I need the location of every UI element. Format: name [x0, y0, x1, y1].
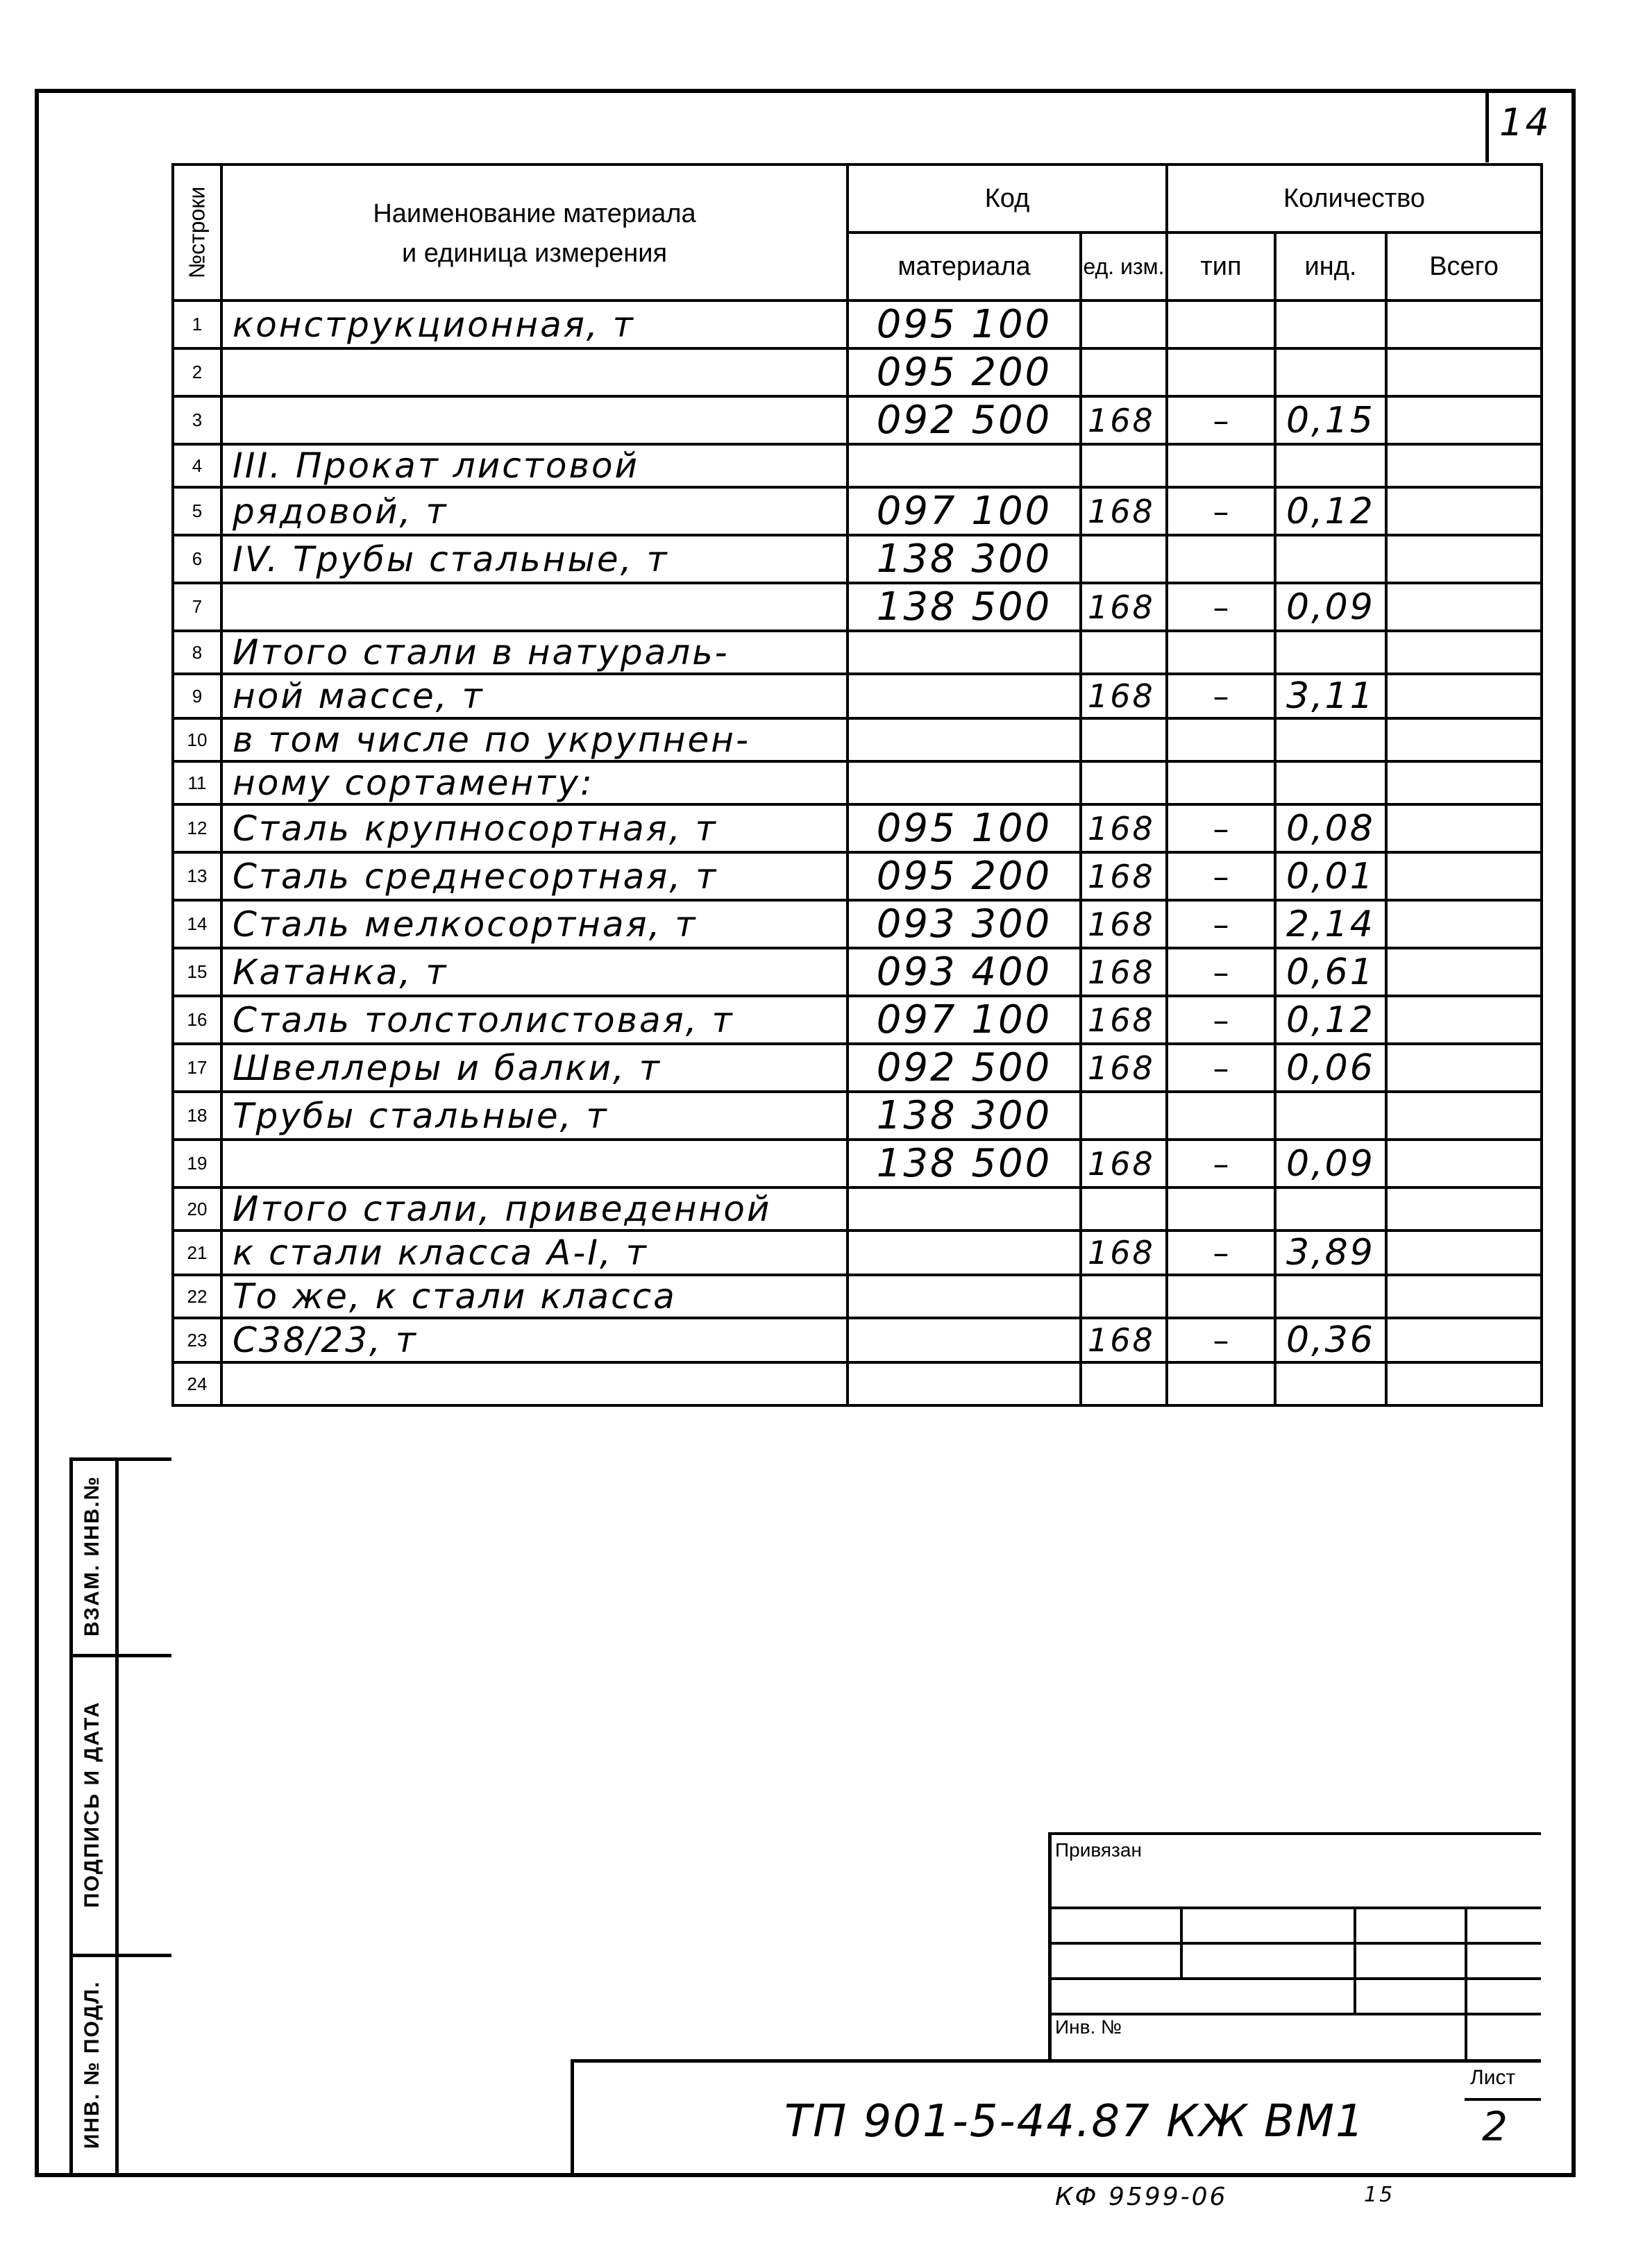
- row-number: 21: [173, 1231, 221, 1275]
- page-number: 14: [1499, 101, 1551, 144]
- row-total: [1386, 804, 1542, 852]
- header-code-group: Код: [848, 164, 1167, 232]
- row-type: [1167, 348, 1275, 396]
- row-name: Катанка, т: [221, 948, 848, 996]
- row-ind: 0,09: [1275, 1140, 1386, 1187]
- row-number: 16: [173, 996, 221, 1044]
- row-type: –: [1167, 804, 1275, 852]
- footer-note: КФ 9599-06: [1055, 2183, 1228, 2211]
- row-name: [221, 348, 848, 396]
- row-number: 13: [173, 852, 221, 900]
- row-total: [1386, 535, 1542, 583]
- table-row: [173, 631, 1542, 674]
- list-label: Лист: [1470, 2066, 1516, 2089]
- row-unit: [1081, 535, 1167, 583]
- row-ind: [1275, 444, 1386, 487]
- row-unit: 168: [1081, 583, 1167, 631]
- row-total: [1386, 852, 1542, 900]
- table-row: [173, 348, 1542, 396]
- stamp-podpis-data: ПОДПИСЬ И ДАТА: [81, 1700, 103, 1909]
- row-name: [221, 1140, 848, 1187]
- row-number: 19: [173, 1140, 221, 1187]
- row-ind: 0,36: [1275, 1318, 1386, 1362]
- tb-col-1: [1180, 1906, 1183, 1980]
- row-unit: [1081, 1187, 1167, 1231]
- list-value: 2: [1482, 2103, 1510, 2150]
- row-number: 2: [173, 348, 221, 396]
- row-ind: [1275, 631, 1386, 674]
- row-code: 138 300: [848, 535, 1081, 583]
- table-row: [173, 852, 1542, 900]
- row-ind: [1275, 761, 1386, 804]
- row-name: С38/23, т: [221, 1318, 848, 1362]
- table-row: [173, 900, 1542, 948]
- row-type: [1167, 1362, 1275, 1405]
- header-row-no: №строки: [173, 164, 221, 301]
- table-row: [173, 996, 1542, 1044]
- row-total: [1386, 583, 1542, 631]
- tb-bottom-left: [571, 2059, 574, 2177]
- row-ind: [1275, 301, 1386, 348]
- row-number: 15: [173, 948, 221, 996]
- header-name: Наименование материала и единица измерения: [221, 164, 848, 301]
- row-code: [848, 1275, 1081, 1318]
- row-total: [1386, 1140, 1542, 1187]
- row-unit: [1081, 631, 1167, 674]
- footer-note-2: 15: [1364, 2183, 1395, 2207]
- row-type: [1167, 444, 1275, 487]
- row-total: [1386, 396, 1542, 444]
- row-total: [1386, 674, 1542, 718]
- row-code: [848, 718, 1081, 761]
- table-row: [173, 1275, 1542, 1318]
- table-row: [173, 396, 1542, 444]
- row-name: ному сортаменту:: [221, 761, 848, 804]
- header-code-unit: ед. изм.: [1081, 232, 1167, 301]
- row-type: [1167, 718, 1275, 761]
- row-ind: 0,15: [1275, 396, 1386, 444]
- row-ind: 0,01: [1275, 852, 1386, 900]
- row-type: –: [1167, 674, 1275, 718]
- row-code: [848, 1362, 1081, 1405]
- table-body: [173, 301, 1542, 1405]
- row-number: 8: [173, 631, 221, 674]
- tb-privyazan-left: [1048, 1832, 1052, 2059]
- row-code: 138 500: [848, 1140, 1081, 1187]
- row-name: ной массе, т: [221, 674, 848, 718]
- row-code: 138 300: [848, 1092, 1081, 1140]
- row-name: [221, 396, 848, 444]
- table-row: [173, 1187, 1542, 1231]
- row-type: –: [1167, 1140, 1275, 1187]
- inv-no-label: Инв. №: [1055, 2016, 1122, 2038]
- header-qty-type: тип: [1167, 232, 1275, 301]
- row-unit: 168: [1081, 996, 1167, 1044]
- row-unit: 168: [1081, 1140, 1167, 1187]
- row-number: 3: [173, 396, 221, 444]
- row-code: 095 200: [848, 348, 1081, 396]
- row-name: То же, к стали класса: [221, 1275, 848, 1318]
- row-total: [1386, 718, 1542, 761]
- row-total: [1386, 1275, 1542, 1318]
- row-unit: [1081, 444, 1167, 487]
- row-total: [1386, 1092, 1542, 1140]
- row-total: [1386, 996, 1542, 1044]
- table-row: [173, 444, 1542, 487]
- stamp-divider: [115, 1457, 119, 2177]
- row-type: [1167, 1275, 1275, 1318]
- row-type: –: [1167, 583, 1275, 631]
- stamp-sep-1: [69, 1654, 171, 1657]
- row-number: 11: [173, 761, 221, 804]
- row-code: 093 300: [848, 900, 1081, 948]
- materials-table: [171, 163, 1543, 1407]
- row-total: [1386, 487, 1542, 535]
- row-name: Итого стали, приведенной: [221, 1187, 848, 1231]
- row-number: 10: [173, 718, 221, 761]
- row-unit: 168: [1081, 804, 1167, 852]
- table-row: [173, 583, 1542, 631]
- row-name: [221, 583, 848, 631]
- row-code: 092 500: [848, 1044, 1081, 1092]
- row-ind: [1275, 1092, 1386, 1140]
- row-type: [1167, 301, 1275, 348]
- row-ind: [1275, 1187, 1386, 1231]
- table-row: [173, 535, 1542, 583]
- row-type: [1167, 1187, 1275, 1231]
- row-number: 14: [173, 900, 221, 948]
- row-code: 092 500: [848, 396, 1081, 444]
- row-unit: [1081, 761, 1167, 804]
- stamp-inv-podl: ИНВ. № ПОДЛ.: [81, 1980, 103, 2149]
- row-total: [1386, 900, 1542, 948]
- row-type: –: [1167, 900, 1275, 948]
- row-code: [848, 674, 1081, 718]
- row-ind: [1275, 1362, 1386, 1405]
- row-ind: [1275, 535, 1386, 583]
- row-name: [221, 1362, 848, 1405]
- row-number: 22: [173, 1275, 221, 1318]
- row-name: конструкционная, т: [221, 301, 848, 348]
- row-unit: [1081, 348, 1167, 396]
- row-total: [1386, 1044, 1542, 1092]
- table-row: [173, 718, 1542, 761]
- table-row: [173, 1140, 1542, 1187]
- row-code: 095 100: [848, 301, 1081, 348]
- row-number: 6: [173, 535, 221, 583]
- row-number: 24: [173, 1362, 221, 1405]
- tb-privyazan-top: [1048, 1832, 1541, 1835]
- row-number: 20: [173, 1187, 221, 1231]
- tb-col-2: [1354, 1906, 1356, 2013]
- table-row: [173, 1231, 1542, 1275]
- row-number: 1: [173, 301, 221, 348]
- row-code: 097 100: [848, 996, 1081, 1044]
- row-ind: 0,12: [1275, 487, 1386, 535]
- row-ind: [1275, 1275, 1386, 1318]
- row-code: [848, 761, 1081, 804]
- row-code: 097 100: [848, 487, 1081, 535]
- row-name: Итого стали в натураль-: [221, 631, 848, 674]
- row-type: –: [1167, 1318, 1275, 1362]
- row-ind: 2,14: [1275, 900, 1386, 948]
- tb-bottom-top: [571, 2059, 1541, 2063]
- row-type: –: [1167, 852, 1275, 900]
- row-type: –: [1167, 1044, 1275, 1092]
- row-total: [1386, 1318, 1542, 1362]
- page-number-box-left: [1485, 89, 1489, 162]
- header-qty-ind: инд.: [1275, 232, 1386, 301]
- stamp-border-left: [69, 1457, 73, 2177]
- row-total: [1386, 348, 1542, 396]
- row-name: IV. Трубы стальные, т: [221, 535, 848, 583]
- table-row: [173, 1362, 1542, 1405]
- row-type: –: [1167, 1231, 1275, 1275]
- row-unit: 168: [1081, 1044, 1167, 1092]
- header-qty-group: Количество: [1167, 164, 1542, 232]
- row-unit: [1081, 718, 1167, 761]
- row-total: [1386, 1231, 1542, 1275]
- row-ind: 3,89: [1275, 1231, 1386, 1275]
- stamp-top: [69, 1457, 171, 1461]
- row-name: рядовой, т: [221, 487, 848, 535]
- row-ind: 0,61: [1275, 948, 1386, 996]
- row-code: [848, 1231, 1081, 1275]
- row-unit: 168: [1081, 1318, 1167, 1362]
- row-number: 9: [173, 674, 221, 718]
- row-total: [1386, 761, 1542, 804]
- row-total: [1386, 1187, 1542, 1231]
- row-name: Трубы стальные, т: [221, 1092, 848, 1140]
- row-unit: 168: [1081, 487, 1167, 535]
- row-ind: 0,06: [1275, 1044, 1386, 1092]
- row-code: [848, 1187, 1081, 1231]
- row-unit: [1081, 1275, 1167, 1318]
- row-type: –: [1167, 487, 1275, 535]
- row-name: в том числе по укрупнен-: [221, 718, 848, 761]
- row-unit: 168: [1081, 852, 1167, 900]
- row-ind: [1275, 348, 1386, 396]
- row-total: [1386, 948, 1542, 996]
- row-unit: [1081, 301, 1167, 348]
- stamp-sep-2: [69, 1954, 171, 1957]
- row-name: Сталь толстолистовая, т: [221, 996, 848, 1044]
- table-row: [173, 1092, 1542, 1140]
- table-row: [173, 1044, 1542, 1092]
- row-unit: 168: [1081, 900, 1167, 948]
- row-name: Сталь мелкосортная, т: [221, 900, 848, 948]
- row-code: 095 200: [848, 852, 1081, 900]
- row-unit: 168: [1081, 1231, 1167, 1275]
- row-ind: [1275, 718, 1386, 761]
- privyazan-label: Привязан: [1055, 1839, 1142, 1861]
- table-row: [173, 761, 1542, 804]
- row-number: 5: [173, 487, 221, 535]
- row-number: 4: [173, 444, 221, 487]
- row-ind: 0,12: [1275, 996, 1386, 1044]
- row-type: –: [1167, 396, 1275, 444]
- row-name: III. Прокат листовой: [221, 444, 848, 487]
- row-name: к стали класса А-I, т: [221, 1231, 848, 1275]
- row-type: [1167, 535, 1275, 583]
- row-unit: [1081, 1362, 1167, 1405]
- row-number: 12: [173, 804, 221, 852]
- row-total: [1386, 1362, 1542, 1405]
- row-total: [1386, 301, 1542, 348]
- row-name: Сталь крупносортная, т: [221, 804, 848, 852]
- row-type: [1167, 761, 1275, 804]
- row-type: –: [1167, 948, 1275, 996]
- row-total: [1386, 631, 1542, 674]
- table-row: [173, 804, 1542, 852]
- tb-col-3: [1465, 1906, 1467, 2059]
- row-name: Сталь среднесортная, т: [221, 852, 848, 900]
- row-ind: 3,11: [1275, 674, 1386, 718]
- row-type: [1167, 631, 1275, 674]
- table-row: [173, 948, 1542, 996]
- row-name: Швеллеры и балки, т: [221, 1044, 848, 1092]
- row-ind: 0,09: [1275, 583, 1386, 631]
- stamp-vzam-inv: ВЗАМ. ИНВ.№: [81, 1475, 103, 1637]
- row-type: –: [1167, 996, 1275, 1044]
- table-row: [173, 487, 1542, 535]
- table-row: [173, 1318, 1542, 1362]
- row-code: [848, 631, 1081, 674]
- row-unit: 168: [1081, 948, 1167, 996]
- row-total: [1386, 444, 1542, 487]
- designation: ТП 901-5-44.87 КЖ ВМ1: [784, 2096, 1365, 2147]
- row-unit: 168: [1081, 674, 1167, 718]
- row-ind: 0,08: [1275, 804, 1386, 852]
- row-unit: [1081, 1092, 1167, 1140]
- header-code-material: материала: [848, 232, 1081, 301]
- row-code: 138 500: [848, 583, 1081, 631]
- row-code: [848, 444, 1081, 487]
- row-code: 093 400: [848, 948, 1081, 996]
- row-number: 17: [173, 1044, 221, 1092]
- table-row: [173, 301, 1542, 348]
- table-row: [173, 674, 1542, 718]
- row-number: 7: [173, 583, 221, 631]
- row-number: 23: [173, 1318, 221, 1362]
- tb-list-divider: [1465, 2098, 1541, 2101]
- row-code: 095 100: [848, 804, 1081, 852]
- row-number: 18: [173, 1092, 221, 1140]
- row-type: [1167, 1092, 1275, 1140]
- row-unit: 168: [1081, 396, 1167, 444]
- header-qty-total: Всего: [1386, 232, 1542, 301]
- row-code: [848, 1318, 1081, 1362]
